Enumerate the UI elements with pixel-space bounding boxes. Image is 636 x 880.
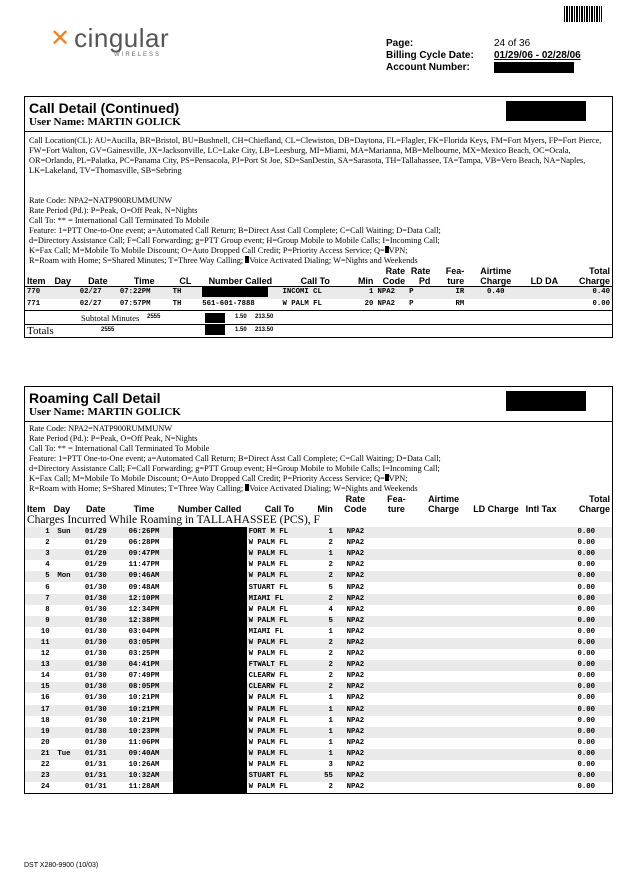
subtotal-minutes: 2555 xyxy=(147,314,161,321)
account-redaction xyxy=(494,62,574,73)
col-feature: Fea- ture xyxy=(445,266,465,286)
roaming-location-header: Charges Incurred While Roaming in TALLAHASSEE (PCS), F xyxy=(27,514,320,526)
roam-col-item: Item xyxy=(27,504,46,514)
roaming-redaction xyxy=(506,391,586,411)
roaming-title: Roaming Call Detail xyxy=(29,390,161,406)
form-footer: DST X280-9900 (10/03) xyxy=(24,862,99,869)
totals-value-b: 213.50 xyxy=(255,327,274,334)
table-row: 16 01/30 10:21PM W PALM FL 1 NPA2 0.00 xyxy=(25,693,612,704)
number-redaction xyxy=(173,605,247,616)
number-redaction xyxy=(173,649,247,660)
number-redaction xyxy=(173,682,247,693)
call-detail-title: Call Detail (Continued) xyxy=(29,100,180,116)
table-row: 3 01/29 09:47PM W PALM FL 1 NPA2 0.00 xyxy=(25,549,612,560)
roam-feature-legend-1: Feature: 1=PTT One-to-One event; a=Automated Call Return; B=Direct Asst Call Complete; C=Call Waiting; D=Data Call; xyxy=(29,454,441,463)
number-redaction xyxy=(173,571,247,582)
table-row: 12 01/30 03:25PM W PALM FL 2 NPA2 0.00 xyxy=(25,649,612,660)
number-redaction xyxy=(173,594,247,605)
table-row: 8 01/30 12:34PM W PALM FL 4 NPA2 0.00 xyxy=(25,605,612,616)
call-detail-redaction xyxy=(506,101,586,121)
roam-col-time: Time xyxy=(133,504,155,514)
col-item: Item xyxy=(27,276,46,286)
col-ld: LD DA xyxy=(530,276,559,286)
table-row: 771 02/27 07:57PM TH 561-601-7888 W PALM FL 20 NPA2 P RM 0.00 xyxy=(27,299,610,308)
call-location-legend: Call Location(CL): AU=Aucilla, BR=Bristol, BU=Bushnell, CH=Chiefland, CL=Clewiston, DB=Daytona, FL=Flagler, FK=Florida Keys, FM=Fort Myers, FP=Fort Pierce, FW=Fort Walton, GV=Gainesville, JX=Jacksonville, LC=Lake City, LB=Leesburg, MI=Miami, MA=Marianna, MB=Melbourne, MX=Mexico Beach, OC=Ocala, OR=Orlando, PL=Palatka, PC=Panama City, PS=Pensacola, PJ=Port St Joe, SD=SanDestin, SA=Sarasota, TH=Tallahassee, TA=Tampa, VB=Vero Beach, NA=Naples, LK=Lakeland, TV=Thomasville, SB=Sebring xyxy=(29,136,602,175)
col-day: Day xyxy=(54,276,71,286)
call-detail-table xyxy=(25,266,612,310)
number-redaction xyxy=(173,782,247,793)
page-label: Page: xyxy=(386,38,414,49)
rate-code-legend: Rate Code: NPA2=NATP900RUMMUNW xyxy=(29,196,173,205)
account-label: Account Number: xyxy=(386,62,470,73)
table-row: 17 01/30 10:21PM W PALM FL 1 NPA2 0.00 xyxy=(25,705,612,716)
cycle-value: 01/29/06 - 02/28/06 xyxy=(494,50,581,61)
roaming-rows xyxy=(25,527,612,793)
number-redaction xyxy=(173,549,247,560)
table-row: 10 01/30 03:04PM MIAMI FL 1 NPA2 0.00 xyxy=(25,627,612,638)
table-row: 24 01/31 11:28AM W PALM FL 2 NPA2 0.00 xyxy=(25,782,612,793)
roam-col-call-to: Call To xyxy=(264,504,295,514)
roam-rate-period-legend: Rate Period (Pd.): P=Peak, O=Off Peak, N=Nights xyxy=(29,434,198,443)
roam-col-min: Min xyxy=(317,504,333,514)
number-redaction xyxy=(173,616,247,627)
feature-legend-3: K=Fax Call; M=Mobile To Mobile Discount; O=Auto Dropped Call Credit; P=Priority Access Service; Q= VPN; xyxy=(29,246,408,255)
call-to-legend: Call To: ** = International Call Terminated To Mobile xyxy=(29,216,210,225)
number-redaction xyxy=(200,287,280,299)
table-row: 4 01/29 11:47PM W PALM FL 2 NPA2 0.00 xyxy=(25,560,612,571)
totals-value-a: 1.50 xyxy=(235,327,247,334)
col-number: Number Called xyxy=(208,276,273,286)
col-min: Min xyxy=(357,276,374,286)
roam-col-tax: Intl Tax xyxy=(525,504,557,514)
subtotal-value-a: 1.50 xyxy=(235,314,247,321)
roam-col-feature: Fea- ture xyxy=(387,494,406,514)
table-row: 15 01/30 08:05PM CLEARW FL 2 NPA2 0.00 xyxy=(25,682,612,693)
table-row: 13 01/30 04:41PM FTWALT FL 2 NPA2 0.00 xyxy=(25,660,612,671)
roam-col-rate-code: Rate Code xyxy=(344,494,367,514)
cingular-logo xyxy=(50,23,170,58)
col-cl: CL xyxy=(179,276,192,286)
feature-legend-2: d=Directory Assistance Call; F=Call Forwarding; g=PTT Group event; H=Group Mobile to Mobile Calls; I=Incoming Call; xyxy=(29,236,440,245)
table-row: 2 01/29 06:28PM W PALM FL 2 NPA2 0.00 xyxy=(25,538,612,549)
subtotal-redaction xyxy=(205,313,225,323)
table-row: 14 01/30 07:49PM CLEARW FL 2 NPA2 0.00 xyxy=(25,671,612,682)
roaming-section xyxy=(24,386,613,794)
cycle-label: Billing Cycle Date: xyxy=(386,50,474,61)
table-row: 6 01/30 09:48AM STUART FL 5 NPA2 0.00 xyxy=(25,582,612,593)
number-redaction xyxy=(173,727,247,738)
roam-col-ld: LD Charge xyxy=(473,504,519,514)
number-redaction xyxy=(173,660,247,671)
statement-header xyxy=(386,38,581,74)
col-date: Date xyxy=(88,276,108,286)
totals-redaction xyxy=(205,325,225,335)
table-row: 20 01/30 11:06PM W PALM FL 1 NPA2 0.00 xyxy=(25,738,612,749)
col-total: Total Charge xyxy=(578,266,610,286)
brand-name: cingular xyxy=(74,23,170,53)
roam-col-airtime: Airtime Charge xyxy=(428,494,460,514)
rate-period-legend: Rate Period (Pd.): P=Peak, O=Off Peak, N=Nights xyxy=(29,206,198,215)
col-airtime: Airtime Charge xyxy=(480,266,512,286)
number-redaction xyxy=(173,716,247,727)
number-redaction xyxy=(173,705,247,716)
subtotal-label: Subtotal Minutes xyxy=(81,313,140,324)
table-row: 18 01/30 10:21PM W PALM FL 1 NPA2 0.00 xyxy=(25,716,612,727)
number-redaction xyxy=(173,771,247,782)
feature-legend-1: Feature: 1=PTT One-to-One event; a=Automated Call Return; B=Direct Asst Call Complete; C=Call Waiting; D=Data Call; xyxy=(29,226,441,235)
call-detail-section xyxy=(24,96,613,338)
table-row: 21 Tue 01/31 09:40AM W PALM FL 1 NPA2 0.00 xyxy=(25,749,612,760)
roam-col-total: Total Charge xyxy=(578,494,610,514)
table-row: 9 01/30 12:38PM W PALM FL 5 NPA2 0.00 xyxy=(25,616,612,627)
roaming-header xyxy=(25,494,612,514)
roam-rate-code-legend: Rate Code: NPA2=NATP900RUMMUNW xyxy=(29,424,173,433)
number-redaction xyxy=(173,560,247,571)
table-row: 22 01/31 10:26AM W PALM FL 3 NPA2 0.00 xyxy=(25,760,612,771)
cingular-x-icon: ✕ xyxy=(50,24,71,52)
col-rate-code: Rate Code xyxy=(382,266,406,286)
number-redaction xyxy=(173,693,247,704)
roaming-table xyxy=(25,494,612,793)
subtotal-value-b: 213.50 xyxy=(255,314,274,321)
number-redaction xyxy=(173,760,247,771)
roam-feature-legend-3: K=Fax Call; M=Mobile To Mobile Discount; O=Auto Dropped Call Credit; P=Priority Access Service; Q= VPN; xyxy=(29,474,408,483)
roam-feature-legend-4: R=Roam with Home; S=Shared Minutes; T=Three Way Calling; Voice Activated Dialing; W=Nights and Weekends xyxy=(29,484,418,493)
table-row: 23 01/31 10:32AM STUART FL 55 NPA2 0.00 xyxy=(25,771,612,782)
call-detail-header xyxy=(25,266,612,287)
roam-col-date: Date xyxy=(86,504,106,514)
totals-minutes: 2555 xyxy=(101,327,115,334)
feature-legend-4: R=Roam with Home; S=Shared Minutes; T=Three Way Calling; Voice Activated Dialing; W=Nights and Weekends xyxy=(29,256,418,265)
col-rate-pd: Rate Pd xyxy=(410,266,431,286)
table-row: 5 Mon 01/30 09:46AM W PALM FL 2 NPA2 0.00 xyxy=(25,571,612,582)
brand-sub: WIRELESS xyxy=(114,52,162,58)
table-row: 1 Sun 01/29 06:26PM FORT M FL 1 NPA2 0.00 xyxy=(25,527,612,538)
table-row: 7 01/30 12:10PM MIAMI FL 2 NPA2 0.00 xyxy=(25,594,612,605)
roam-col-day: Day xyxy=(53,504,71,514)
number-redaction xyxy=(173,582,247,593)
roam-call-to-legend: Call To: ** = International Call Terminated To Mobile xyxy=(29,444,210,453)
page-value: 24 of 36 xyxy=(494,38,531,49)
roaming-user: User Name: MARTIN GOLICK xyxy=(29,406,181,418)
number-redaction xyxy=(173,671,247,682)
totals-label: Totals xyxy=(27,325,54,338)
barcode xyxy=(564,6,602,22)
number-redaction xyxy=(173,749,247,760)
call-detail-user: User Name: MARTIN GOLICK xyxy=(29,116,181,128)
col-call-to: Call To xyxy=(300,276,330,286)
table-row: 770 02/27 07:22PM TH INCOMI CL 1 NPA2 P IR 0.40 0.40 xyxy=(25,287,612,299)
number-redaction xyxy=(173,638,247,649)
col-time: Time xyxy=(133,276,155,286)
table-row: 19 01/30 10:23PM W PALM FL 1 NPA2 0.00 xyxy=(25,727,612,738)
number-redaction xyxy=(173,627,247,638)
roam-feature-legend-2: d=Directory Assistance Call; F=Call Forwarding; g=PTT Group event; H=Group Mobile to Mobile Calls; I=Incoming Call; xyxy=(29,464,440,473)
roam-col-number: Number Called xyxy=(177,504,242,514)
subtotal-block xyxy=(25,310,612,337)
table-row: 11 01/30 03:05PM W PALM FL 2 NPA2 0.00 xyxy=(25,638,612,649)
number-redaction xyxy=(173,538,247,549)
number-redaction xyxy=(173,527,247,538)
number-redaction xyxy=(173,738,247,749)
